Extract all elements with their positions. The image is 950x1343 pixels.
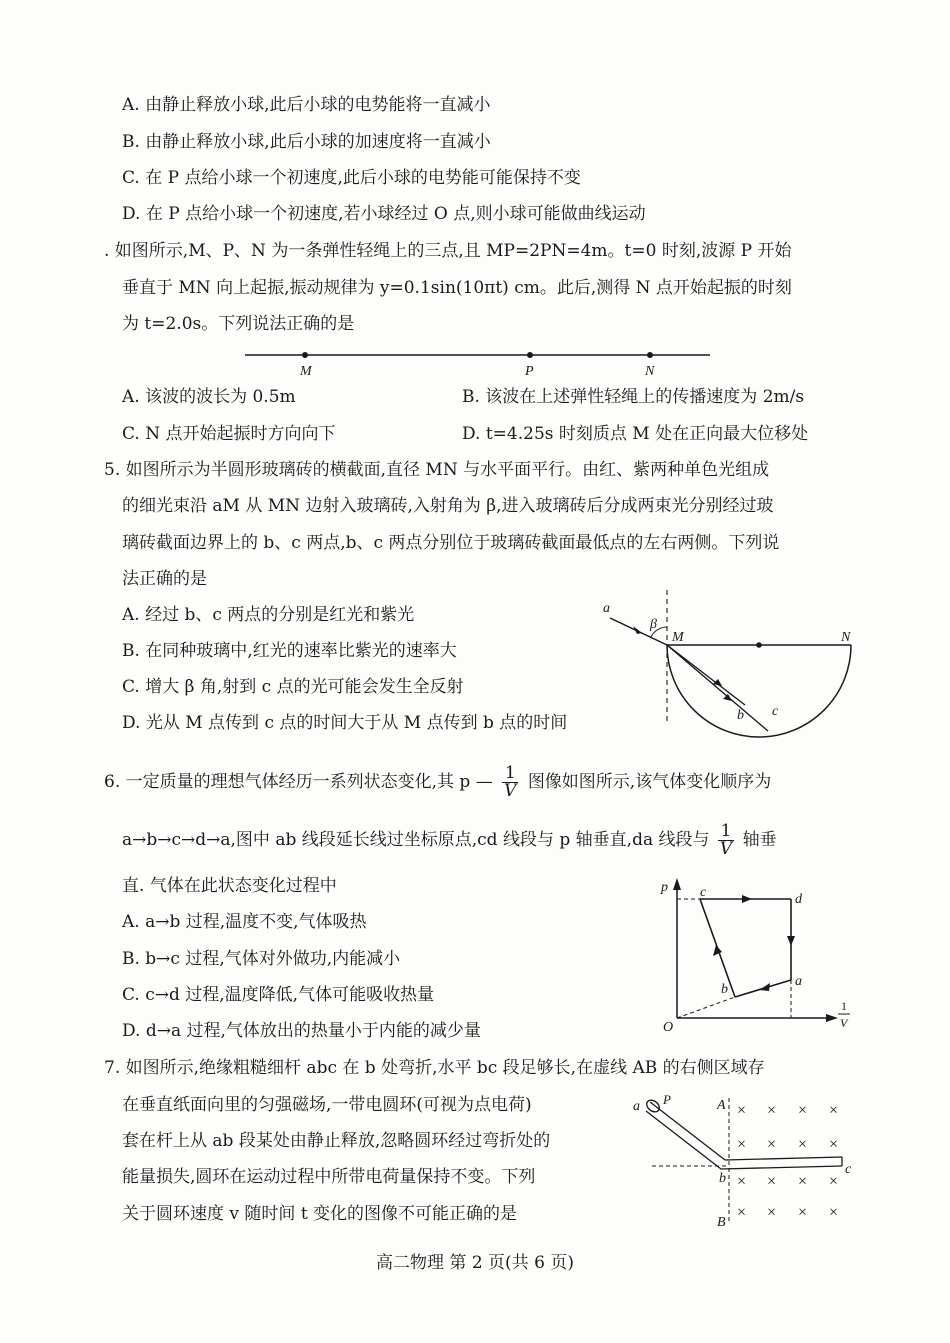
q6-label-x-den: V — [840, 1016, 848, 1030]
q6-stem-line1-pre: 6. 一定质量的理想气体经历一系列状态变化,其 p — — [104, 772, 493, 792]
q6-label-c: c — [700, 885, 707, 900]
q7-magnetic-field-crosses — [737, 1102, 838, 1221]
q6-stem-line2-post: 轴垂 — [742, 830, 777, 850]
q6-frac-den: V — [504, 781, 517, 801]
q3-option-b: B. 由静止释放小球,此后小球的加速度将一直减小 — [122, 132, 491, 152]
svg-text:×: × — [737, 1173, 747, 1190]
q4-label-m: M — [300, 364, 312, 379]
q5-label-a: a — [603, 601, 610, 616]
q5-option-b: B. 在同种玻璃中,红光的速率比紫光的速率大 — [122, 641, 457, 661]
svg-text:×: × — [767, 1136, 777, 1153]
svg-text:×: × — [829, 1173, 839, 1190]
q6-label-o: O — [663, 1020, 674, 1035]
svg-text:×: × — [737, 1102, 747, 1119]
q3-option-a: A. 由静止释放小球,此后小球的电势能将一直减小 — [122, 95, 491, 115]
q4-option-b: B. 该波在上述弹性轻绳上的传播速度为 2m/s — [462, 387, 805, 407]
q7-stem-line2: 在垂直纸面向里的匀强磁场,一带电圆环(可视为点电荷) — [122, 1095, 532, 1115]
q6-option-b: B. b→c 过程,气体对外做功,内能减小 — [122, 949, 401, 969]
q5-label-b: b — [737, 708, 744, 723]
svg-text:×: × — [829, 1136, 839, 1153]
q7-label-a: a — [633, 1099, 640, 1114]
q5-stem-line3: 璃砖截面边界上的 b、c 两点,b、c 两点分别位于玻璃砖截面最低点的左右两侧。下列说 — [122, 533, 780, 553]
q4-stem-line1: . 如图所示,M、P、N 为一条弹性轻绳上的三点,且 MP=2PN=4m。t=0 时刻,波源 P 开始 — [104, 241, 792, 261]
q6-label-b: b — [721, 982, 728, 997]
svg-text:×: × — [829, 1102, 839, 1119]
q7-stem-line3: 套在杆上从 ab 段某处由静止释放,忽略圆环经过弯折处的 — [122, 1131, 551, 1151]
svg-text:×: × — [767, 1102, 777, 1119]
q6-label-x-num: 1 — [841, 999, 847, 1013]
q5-label-c: c — [772, 704, 779, 719]
q7-stem-line4: 能量损失,圆环在运动过程中所带电荷量保持不变。下列 — [122, 1167, 536, 1187]
q5-label-beta: β — [650, 617, 657, 632]
q6-stem-line2-pre: a→b→c→d→a,图中 ab 线段延长线过坐标原点,cd 线段与 p 轴垂直,da 线段与 — [122, 830, 710, 850]
q5-stem-line4: 法正确的是 — [122, 569, 207, 589]
svg-text:×: × — [737, 1136, 747, 1153]
q3-option-c: C. 在 P 点给小球一个初速度,此后小球的电势能可能保持不变 — [122, 168, 581, 188]
q6-label-a: a — [795, 974, 802, 989]
q5-label-n: N — [841, 630, 851, 645]
q7-label-a-upper: A — [717, 1098, 726, 1113]
q3-option-d: D. 在 P 点给小球一个初速度,若小球经过 O 点,则小球可能做曲线运动 — [122, 204, 646, 224]
q7-stem-line1: 7. 如图所示,绝缘粗糙细杆 abc 在 b 处弯折,水平 bc 段足够长,在虚线 AB 的右侧区域存 — [104, 1058, 765, 1078]
svg-text:×: × — [798, 1204, 808, 1221]
q4-option-a: A. 该波的波长为 0.5m — [122, 387, 296, 407]
q7-label-c: c — [845, 1162, 852, 1177]
q4-stem-line3: 为 t=2.0s。下列说法正确的是 — [122, 314, 355, 334]
q5-stem-line2: 的细光束沿 aM 从 MN 边射入玻璃砖,入射角为 β,进入玻璃砖后分成两束光分别经过玻 — [122, 496, 774, 516]
q6-option-a: A. a→b 过程,温度不变,气体吸热 — [122, 912, 367, 932]
svg-text:×: × — [767, 1204, 777, 1221]
q6-frac2-num: 1 — [718, 823, 734, 841]
svg-text:×: × — [767, 1173, 777, 1190]
q4-label-n: N — [645, 364, 655, 379]
svg-text:×: × — [798, 1173, 808, 1190]
q7-label-b-upper: B — [717, 1215, 726, 1230]
q6-option-d: D. d→a 过程,气体放出的热量小于内能的减少量 — [122, 1021, 481, 1041]
q6-frac-num: 1 — [502, 765, 518, 783]
svg-text:×: × — [737, 1204, 747, 1221]
q5-option-a: A. 经过 b、c 两点的分别是红光和紫光 — [122, 605, 415, 625]
q7-label-p: P — [663, 1092, 671, 1107]
q6-label-p: p — [661, 880, 668, 895]
q4-stem-line2: 垂直于 MN 向上起振,振动规律为 y=0.1sin(10πt) cm。此后,测得 N 点开始起振的时刻 — [122, 278, 792, 298]
q6-label-d: d — [795, 892, 802, 907]
q6-stem-line1-post: 图像如图所示,该气体变化顺序为 — [527, 772, 772, 792]
q5-option-c: C. 增大 β 角,射到 c 点的光可能会发生全反射 — [122, 677, 464, 697]
q5-stem-line1: 5. 如图所示为半圆形玻璃砖的横截面,直径 MN 与水平面平行。由红、紫两种单色光组成 — [104, 460, 770, 480]
page-footer: 高二物理 第 2 页(共 6 页) — [376, 1253, 574, 1273]
q5-option-d: D. 光从 M 点传到 c 点的时间大于从 M 点传到 b 点的时间 — [122, 713, 568, 733]
q6-stem-line3: 直. 气体在此状态变化过程中 — [122, 876, 337, 896]
q6-frac2-den: V — [719, 839, 733, 859]
svg-text:×: × — [829, 1204, 839, 1221]
q7-label-b: b — [719, 1171, 726, 1186]
svg-text:×: × — [798, 1102, 808, 1119]
q6-option-c: C. c→d 过程,温度降低,气体可能吸收热量 — [122, 985, 435, 1005]
q4-option-c: C. N 点开始起振时方向向下 — [122, 424, 336, 444]
q4-label-p: P — [525, 364, 534, 379]
q4-option-d: D. t=4.25s 时刻质点 M 处在正向最大位移处 — [462, 424, 809, 444]
q5-label-m: M — [672, 630, 684, 645]
svg-text:×: × — [798, 1136, 808, 1153]
q7-stem-line5: 关于圆环速度 v 随时间 t 变化的图像不可能正确的是 — [122, 1204, 518, 1224]
